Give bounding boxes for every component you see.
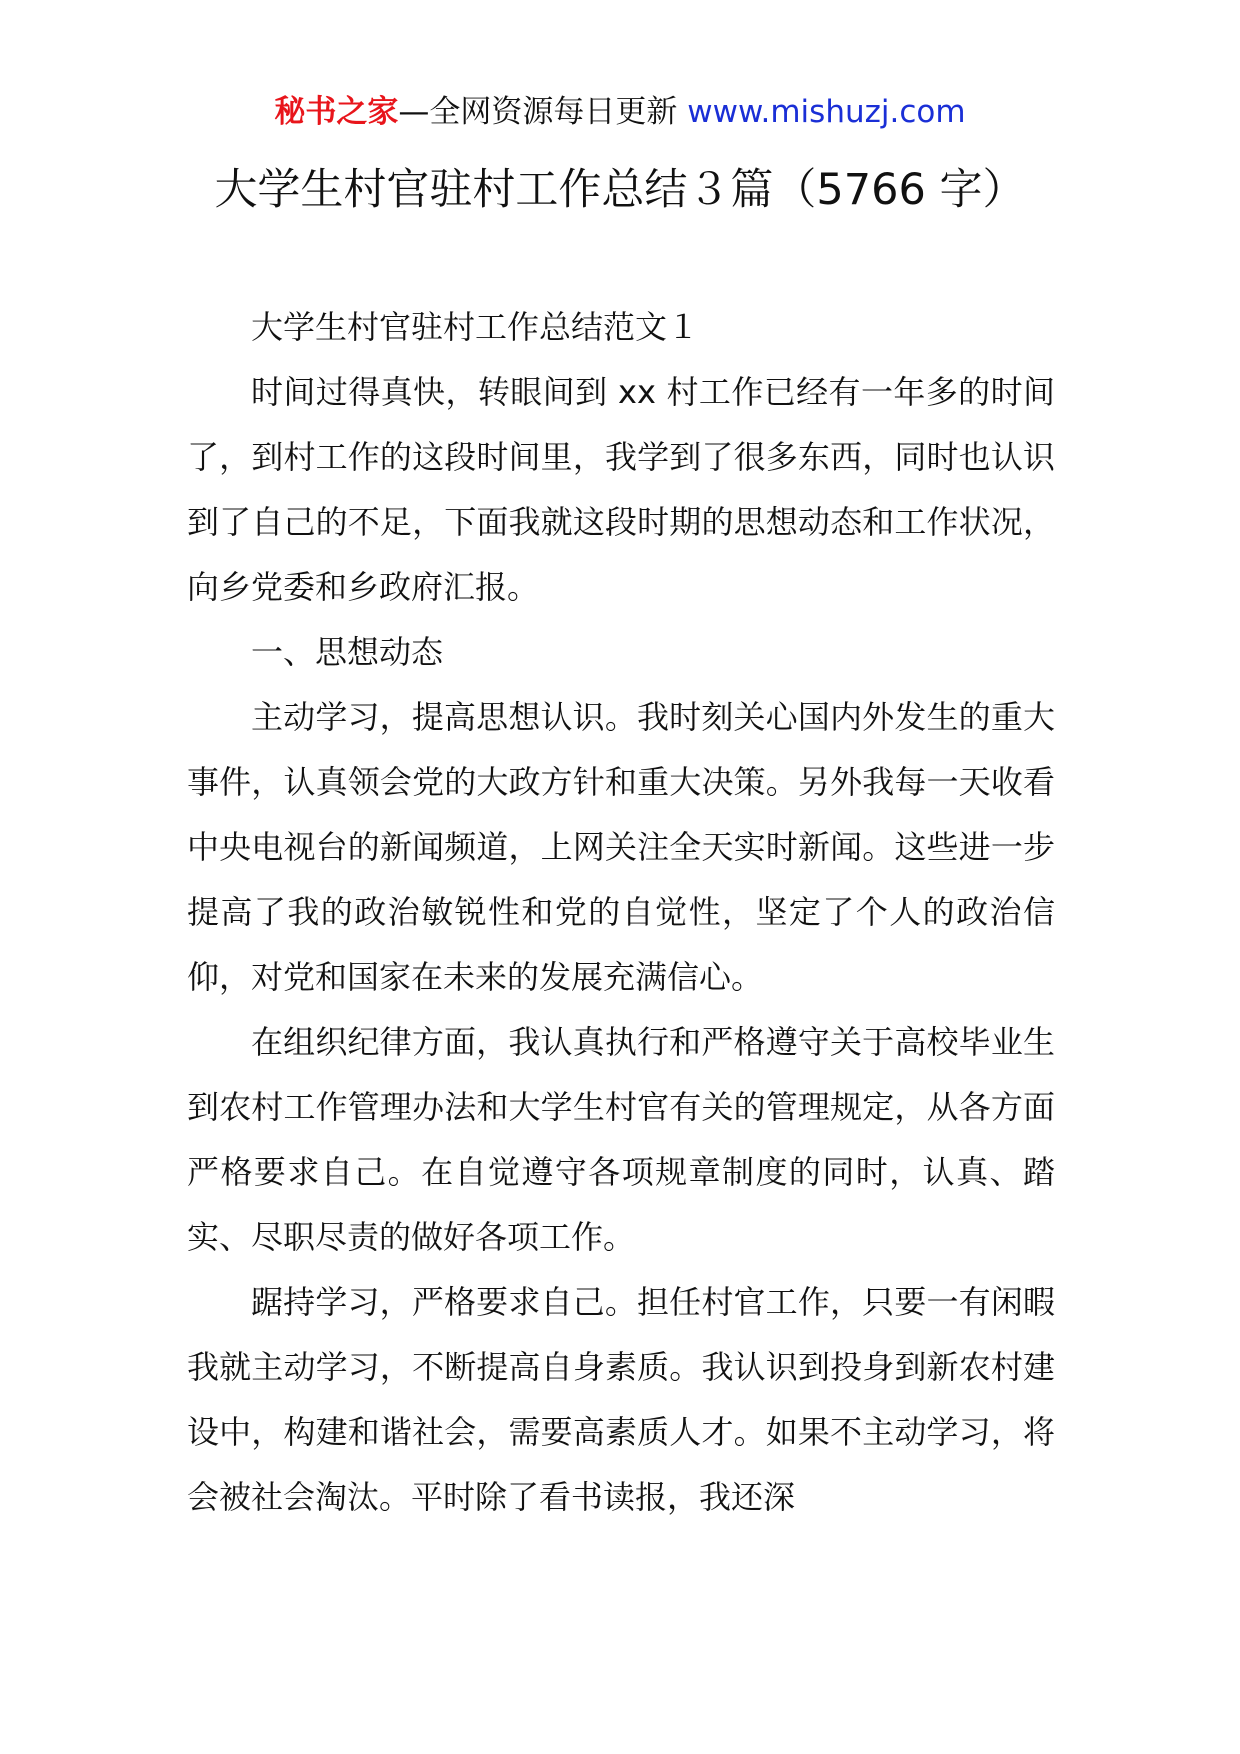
site-tagline: —全网资源每日更新: [398, 94, 678, 130]
paragraph-learning: 主动学习，提高思想认识。我时刻关心国内外发生的重大事件，认真领会党的大政方针和重大决策。另外我每一天收看中央电视台的新闻频道，上网关注全天实时新闻。这些进一步提高了我的政治敏锐性和党的自觉性，坚定了个人的政治信仰，对党和国家在未来的发展充满信心。: [187, 698, 1055, 996]
document-body: [187, 295, 1055, 1530]
section-heading-thought: 一、思想动态: [251, 633, 444, 671]
paragraph-intro: 时间过得真快，转眼间到 xx 村工作已经有一年多的时间了，到村工作的这段时间里，我学到了很多东西，同时也认识到了自己的不足，下面我就这段时期的思想动态和工作状况，向乡党委和乡政府汇报。: [187, 373, 1055, 606]
paragraph-study: 踞持学习，严格要求自己。担任村官工作，只要一有闲暇我就主动学习，不断提高自身素质。我认识到投身到新农村建设中，构建和谐社会，需要高素质人才。如果不主动学习，将会被社会淘汰。平时除了看书读报，我还深: [187, 1283, 1055, 1516]
site-header: [0, 92, 1240, 132]
document-title: 大学生村官驻村工作总结３篇（5766 字）: [214, 165, 1026, 215]
site-url-link[interactable]: www.mishuzj.com: [687, 94, 966, 130]
paragraph-discipline: 在组织纪律方面，我认真执行和严格遵守关于高校毕业生到农村工作管理办法和大学生村官有关的管理规定，从各方面严格要求自己。在自觉遵守各项规章制度的同时，认真、踏实、尽职尽责的做好各项工作。: [187, 1023, 1055, 1256]
document-subheading: 大学生村官驻村工作总结范文１: [251, 308, 700, 346]
site-brand: 秘书之家: [274, 94, 399, 130]
